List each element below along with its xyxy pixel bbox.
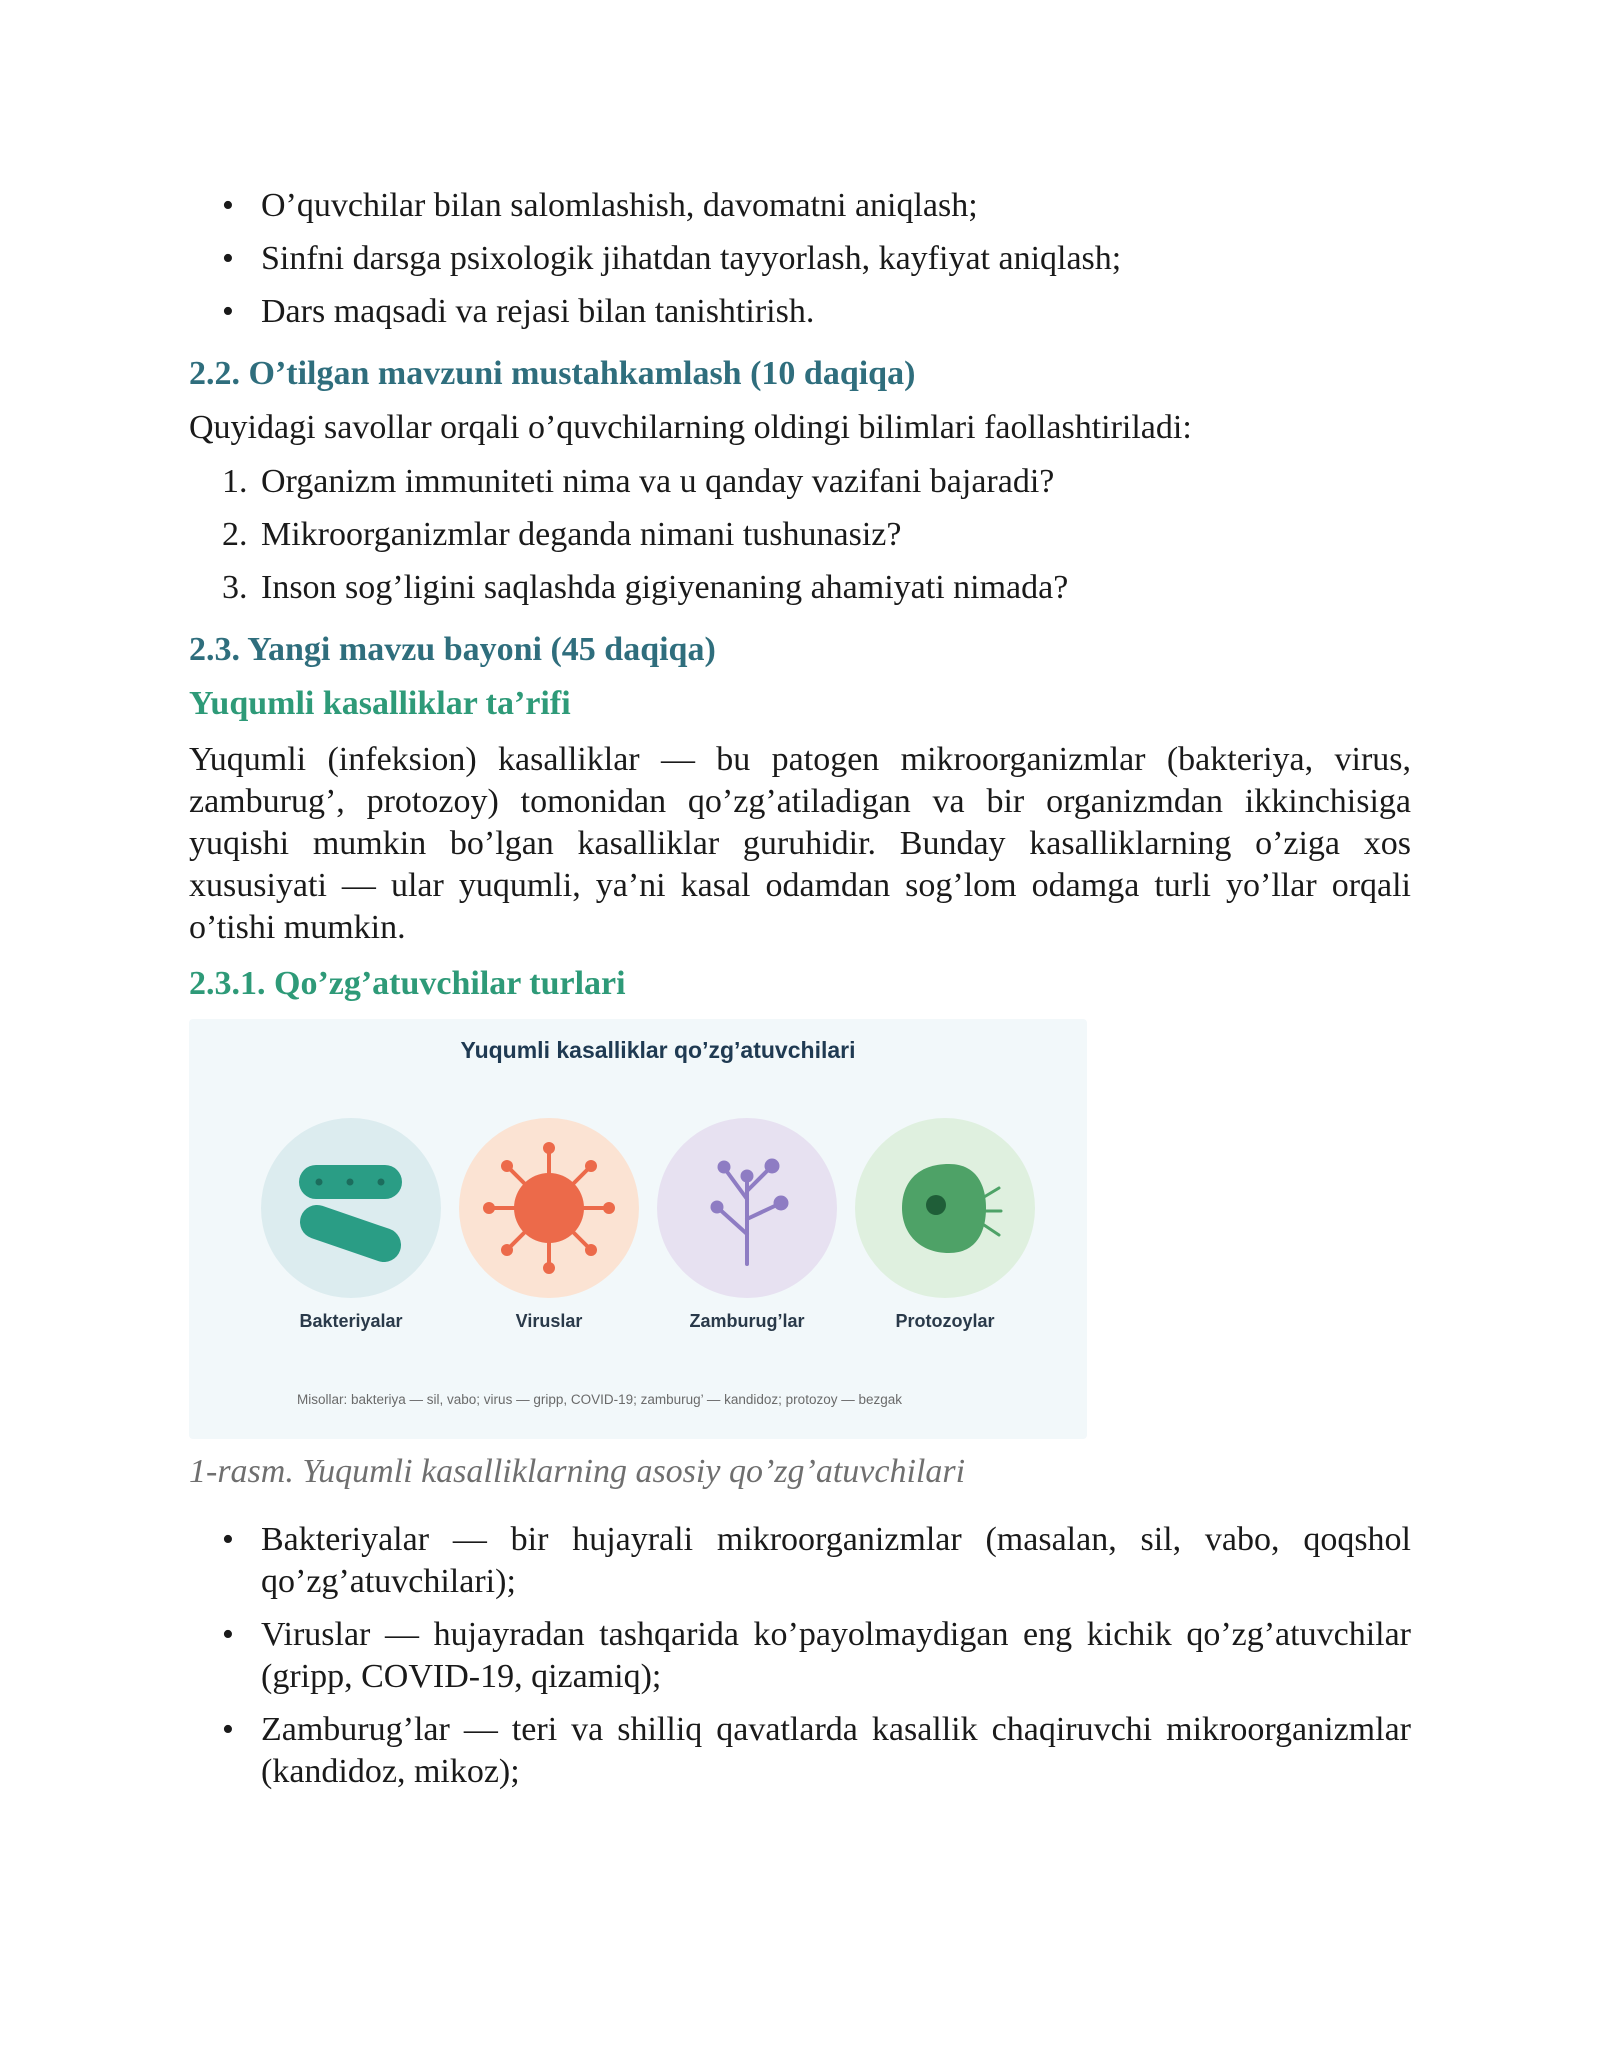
figure-note: Misollar: bakteriya — sil, vabo; virus — gripp, COVID-19; zamburug’ — kandidoz; protozoy — bezgak <box>297 1392 902 1407</box>
figure-title: Yuqumli kasalliklar qo’zg’atuvchilari <box>460 1037 856 1063</box>
list-item-text: Viruslar — hujayradan tashqarida ko’payolmaydigan eng kichik qo’zg’atuvchilar (gripp, COVID-19, qizamiq); <box>261 1616 1411 1695</box>
list-item <box>189 291 1411 333</box>
figure-label-protozoa: Protozoylar <box>895 1311 995 1331</box>
section-heading-2-2: 2.2. O’tilgan mavzuni mustahkamlash (10 daqiqa) <box>189 355 916 392</box>
list-number: 2. <box>222 516 248 553</box>
list-item <box>189 567 1411 609</box>
list-item <box>189 1614 1411 1698</box>
figure-label-bacteria: Bakteriyalar <box>299 1311 403 1331</box>
pathogens-figure <box>189 1019 1087 1439</box>
intro-bullet-list <box>189 185 1411 333</box>
list-item-text: Inson sog’ligini saqlashda gigiyenaning ahamiyati nimada? <box>261 569 1069 606</box>
bullet-marker: • <box>222 240 234 277</box>
list-item-text: Bakteriyalar — bir hujayrali mikroorganizmlar (masalan, sil, vabo, qoqshol qo’zg’atuvchilari); <box>261 1521 1411 1600</box>
bullet-marker: • <box>222 187 234 224</box>
bullet-marker: • <box>222 1616 234 1653</box>
question-list <box>189 461 1411 609</box>
list-item-text: Sinfni darsga psixologik jihatdan tayyorlash, kayfiyat aniqlash; <box>261 240 1122 277</box>
list-number: 3. <box>222 569 248 606</box>
pathogen-bullet-list <box>189 1519 1411 1793</box>
figure-label-virus: Viruslar <box>515 1311 583 1331</box>
virus-icon <box>459 1118 639 1298</box>
figure-caption: 1-rasm. Yuqumli kasalliklarning asosiy qo’zg’atuvchilari <box>189 1453 966 1490</box>
bullet-marker: • <box>222 1711 234 1748</box>
bullet-marker: • <box>222 1521 234 1558</box>
list-item-text: Dars maqsadi va rejasi bilan tanishtirish. <box>261 293 815 330</box>
list-item <box>189 238 1411 280</box>
list-item <box>189 1709 1411 1793</box>
list-item <box>189 461 1411 503</box>
list-item-text: Organizm immuniteti nima va u qanday vazifani bajaradi? <box>261 463 1055 500</box>
list-item <box>189 185 1411 227</box>
list-item-text: Mikroorganizmlar deganda nimani tushunasiz? <box>261 516 902 553</box>
definition-paragraph: Yuqumli (infeksion) kasalliklar — bu patogen mikroorganizmlar (bakteriya, virus, zamburug’, protozoy) tomonidan qo’zg’atiladigan va bir organizmdan ikkinchisiga yuqishi mumkin bo’lgan kasalliklar guruhidir. Bunday kasalliklarning o’ziga xos xususiyati — ular yuqumli, ya’ni kasal odamdan sog’lom odamga turli yo’llar orqali o’tishi mumkin. <box>189 741 1411 946</box>
list-item <box>189 514 1411 556</box>
fungus-icon <box>657 1118 837 1298</box>
list-item <box>189 1519 1411 1603</box>
bacteria-icon <box>261 1118 441 1298</box>
list-item-text: Zamburug’lar — teri va shilliq qavatlarda kasallik chaqiruvchi mikroorganizmlar (kandidoz, mikoz); <box>261 1711 1411 1790</box>
section-heading-2-3: 2.3. Yangi mavzu bayoni (45 daqiqa) <box>189 631 716 668</box>
document-page <box>189 185 1411 1804</box>
list-number: 1. <box>222 463 248 500</box>
protozoa-icon <box>855 1118 1035 1298</box>
subsection-heading: Yuqumli kasalliklar ta’rifi <box>189 685 571 722</box>
section-lead-text: Quyidagi savollar orqali o’quvchilarning oldingi bilimlari faollashtiriladi: <box>189 409 1192 446</box>
bullet-marker: • <box>222 293 234 330</box>
figure-illustration <box>189 1019 1087 1439</box>
figure-label-fungus: Zamburug’lar <box>689 1311 805 1331</box>
section-heading-2-3-1: 2.3.1. Qo’zg’atuvchilar turlari <box>189 965 626 1002</box>
list-item-text: O’quvchilar bilan salomlashish, davomatni aniqlash; <box>261 187 978 224</box>
